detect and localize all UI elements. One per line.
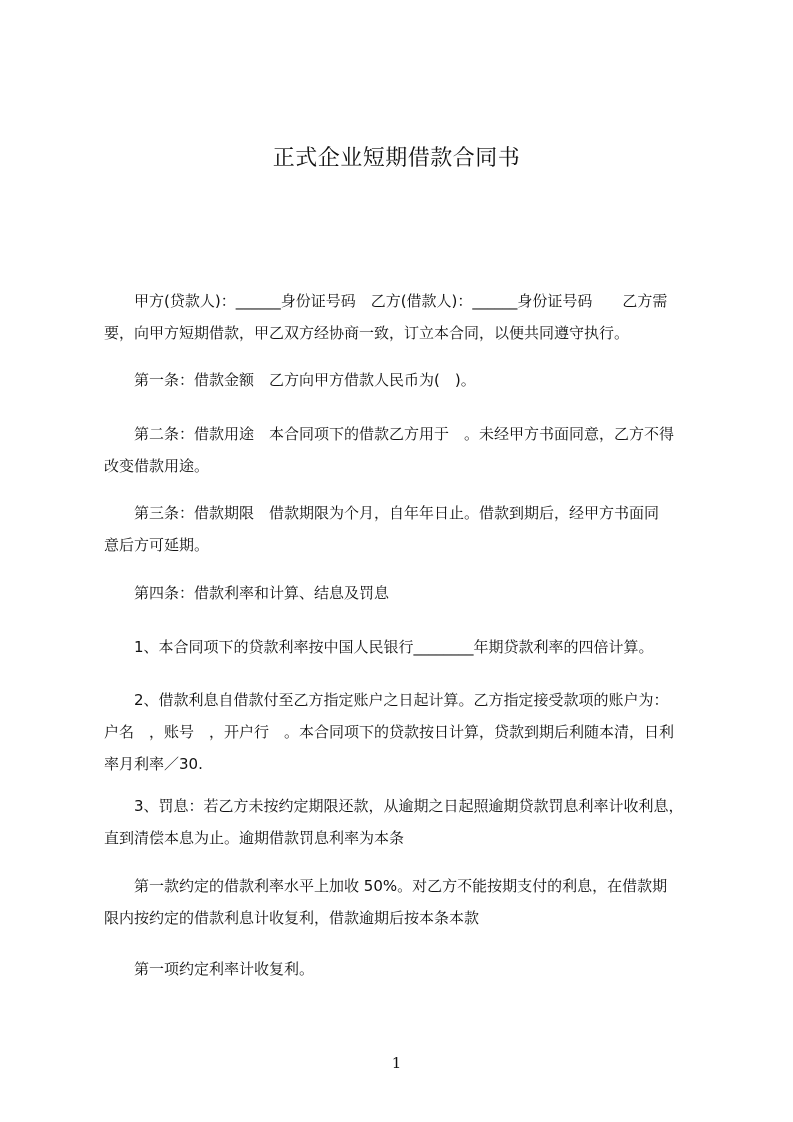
article-3-paragraph [104, 497, 702, 561]
text-line: 限内按约定的借款利息计收复利，借款逾期后按本条本款 [104, 909, 480, 927]
text-line: 改变借款用途。 [104, 457, 210, 475]
text-line: 户名 ，账号 ，开户行 。本合同项下的贷款按日计算，贷款到期后利随本清，日利 [104, 723, 675, 741]
document-title: 正式企业短期借款合同书 [272, 146, 521, 171]
text-line: 第三条：借款期限 借款期限为个月，自年年日止。借款到期后，经甲方书面同 [104, 504, 660, 522]
text-line: 意后方可延期。 [104, 536, 210, 554]
text-line: 第一条：借款金额 乙方向甲方借款人民币为( )。 [104, 371, 476, 389]
clause-3-paragraph [104, 790, 702, 854]
text-line: 1、本合同项下的贷款利率按中国人民银行________年期贷款利率的四倍计算。 [104, 638, 654, 656]
intro-paragraph [104, 285, 702, 349]
article-4-paragraph [104, 577, 702, 609]
clause-2-paragraph [104, 684, 702, 780]
text-line: 2、借款利息自借款付至乙方指定账户之日起计算。乙方指定接受款项的账户为： [104, 691, 669, 709]
text-line: 第一项约定利率计收复利。 [104, 960, 315, 978]
text-line: 率月利率／30. [104, 755, 203, 773]
text-line: 第二条：借款用途 本合同项下的借款乙方用于 。未经甲方书面同意，乙方不得 [104, 425, 675, 443]
text-line: 直到清偿本息为止。逾期借款罚息利率为本条 [104, 829, 405, 847]
page-number: 1 [391, 1054, 402, 1072]
text-line: 第一款约定的借款利率水平上加收 50%。对乙方不能按期支付的利息，在借款期 [104, 877, 668, 895]
text-line: 甲方(贷款人)：______身份证号码 乙方(借款人)：______身份证号码 乙方需 [104, 292, 668, 310]
clause-3-continuation-paragraph [104, 870, 702, 934]
clause-3-end-paragraph [104, 953, 702, 985]
text-line: 3、罚息：若乙方未按约定期限还款，从逾期之日起照逾期贷款罚息利率计收利息， [104, 797, 684, 815]
text-line: 第四条：借款利率和计算、结息及罚息 [104, 584, 390, 602]
article-1-paragraph [104, 364, 702, 396]
clause-1-paragraph [104, 631, 702, 663]
text-line: 要，向甲方短期借款，甲乙双方经协商一致，订立本合同，以便共同遵守执行。 [104, 324, 630, 342]
article-2-paragraph [104, 418, 702, 482]
